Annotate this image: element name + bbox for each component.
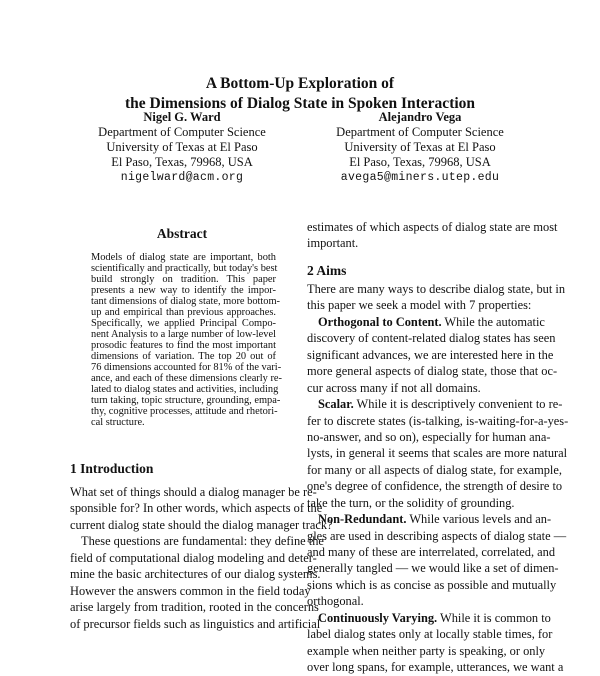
- run-in-heading: Continuously Varying.: [318, 610, 438, 625]
- line-text: There are many ways to describe dialog state, but in: [307, 282, 566, 296]
- line-text: While it is common to: [437, 610, 551, 625]
- line-text: lysts, in general it seems that scales are more natural: [307, 446, 568, 461]
- text-line: [307, 380, 530, 396]
- paper-title-line-1: A Bottom-Up Exploration of: [205, 75, 395, 92]
- line-text: sions which is as concise as possible and mutually: [307, 577, 557, 592]
- text-line: [91, 307, 276, 318]
- text-line: [307, 626, 553, 642]
- text-line: [307, 281, 566, 297]
- line-text: orthogonal.: [307, 594, 364, 609]
- text-line: [70, 550, 317, 566]
- line-text: take the turn, or the solidity of grounding.: [307, 495, 515, 510]
- text-line: [307, 659, 564, 675]
- text-line: [91, 263, 276, 274]
- line-text: Models of dialog state are important, both: [91, 252, 276, 263]
- text-line: [307, 511, 552, 527]
- text-line: [307, 643, 546, 659]
- line-text: one's degree of confidence, the strength of desire to: [307, 479, 563, 494]
- text-line: [91, 296, 281, 307]
- run-in-heading: Non-Redundant.: [318, 512, 407, 527]
- text-line: [307, 235, 530, 251]
- text-line: [307, 528, 567, 544]
- line-text: current dialog state should the dialog manager track?: [70, 517, 333, 532]
- line-text: However the answers common in the field today: [70, 583, 311, 598]
- line-text: While the automatic: [441, 314, 545, 329]
- line-text: field of computational dialog modeling and deter-: [70, 550, 317, 565]
- text-line: [91, 252, 276, 263]
- line-text: arise largely from tradition, rooted in the concerns: [70, 600, 319, 615]
- line-text: cur across many if not all domains.: [307, 380, 481, 395]
- author-dept: Department of Computer Science: [336, 125, 504, 139]
- text-line: [307, 330, 556, 346]
- author-name: Nigel G. Ward: [143, 110, 221, 124]
- text-line: [307, 219, 558, 235]
- aims-body: [307, 281, 569, 676]
- text-line: [70, 484, 317, 500]
- author-univ: University of Texas at El Paso: [344, 140, 496, 154]
- line-text: generally tangled — we would like a set of dimen-: [307, 561, 559, 576]
- line-text: turn taking, topic structure, grounding, empa-: [91, 395, 281, 406]
- line-text: significant advances, we are interested here in the: [307, 347, 554, 362]
- text-line: [307, 363, 558, 379]
- author-city: El Paso, Texas, 79968, USA: [111, 155, 253, 169]
- line-text: gles are used in describing aspects of dialog state —: [307, 528, 567, 543]
- text-line: [91, 384, 279, 395]
- line-text: ance, and each of these dimensions clearly re-: [91, 373, 282, 384]
- line-text: tant dimensions of dialog state, more bottom-: [91, 296, 281, 307]
- author-block: [302, 110, 538, 185]
- line-text: 76 dimensions accounted for 81% of the vari-: [91, 362, 282, 373]
- line-text: What set of things should a dialog manager be re-: [70, 485, 317, 499]
- text-line: [91, 417, 276, 428]
- line-text: of precursor fields such as linguistics and artificial: [70, 616, 321, 631]
- line-text: important.: [307, 236, 359, 251]
- text-line: [307, 396, 563, 412]
- text-line: [70, 517, 333, 533]
- line-text: nent Analysis to a large number of low-level: [91, 329, 276, 340]
- text-line: [307, 297, 530, 313]
- text-line: [70, 616, 321, 632]
- run-in-heading: Orthogonal to Content.: [318, 314, 442, 329]
- abstract-heading: Abstract: [156, 226, 208, 241]
- text-line: [91, 329, 276, 340]
- paper-title-line-2: the Dimensions of Dialog State in Spoken Interaction: [124, 95, 476, 112]
- line-text: presents a new way to identify the impor-: [91, 285, 276, 296]
- author-block: [64, 110, 300, 185]
- text-line: [307, 610, 551, 626]
- text-line: [91, 274, 276, 285]
- author-email: avega5@miners.utep.edu: [340, 171, 500, 184]
- line-text: While various levels and an-: [406, 512, 552, 527]
- text-line: [307, 577, 557, 593]
- text-line: [91, 362, 282, 373]
- line-text: example when neither party is speaking, or only: [307, 643, 546, 658]
- line-text: over long spans, for example, utterances, we want a: [307, 660, 564, 675]
- section-heading-introduction: 1 Introduction: [70, 461, 154, 476]
- author-city: El Paso, Texas, 79968, USA: [349, 155, 491, 169]
- abstract-continuation: [307, 219, 558, 252]
- line-text: thy, cognitive processes, attitude and rhetori-: [91, 406, 278, 417]
- line-text: While it is descriptively convenient to re-: [353, 397, 563, 412]
- line-text: sponsible for? In other words, which aspects of the: [70, 501, 323, 516]
- line-text: discovery of content-related dialog states has seen: [307, 331, 556, 346]
- text-line: [91, 406, 276, 417]
- text-line: [307, 544, 556, 560]
- text-line: [307, 593, 530, 609]
- abstract-body: [91, 252, 282, 428]
- line-text: lated to dialog states and activities, including: [91, 384, 279, 395]
- line-text: fer to discrete states (is-talking, is-waiting-for-a-yes-: [307, 413, 569, 428]
- line-text: These questions are fundamental: they define the: [81, 534, 324, 549]
- line-text: no-answer, and so on), especially for human ana-: [307, 429, 551, 444]
- line-text: up and empirical than previous approaches.: [91, 307, 276, 318]
- text-line: [307, 495, 530, 511]
- line-text: dimensions of variation. The top 20 out of: [91, 351, 276, 362]
- line-text: label dialog states only at locally stable times, for: [307, 627, 553, 642]
- author-name: Alejandro Vega: [378, 110, 462, 124]
- text-line: [70, 533, 324, 549]
- line-text: mine the basic architectures of our dialog systems.: [70, 567, 321, 582]
- text-line: [91, 373, 282, 384]
- line-text: Specifically, we applied Principal Compo-: [91, 318, 276, 329]
- text-line: [307, 314, 545, 330]
- text-line: [307, 445, 568, 461]
- text-line: [307, 462, 562, 478]
- text-line: [70, 583, 311, 599]
- text-line: [307, 429, 551, 445]
- line-text: estimates of which aspects of dialog state are most: [307, 220, 558, 234]
- author-dept: Department of Computer Science: [98, 125, 266, 139]
- line-text: for many or all aspects of dialog state, for example,: [307, 462, 562, 477]
- run-in-heading: Scalar.: [318, 397, 354, 412]
- line-text: more general aspects of dialog state, those that oc-: [307, 364, 558, 379]
- line-text: cal structure.: [91, 417, 145, 428]
- section-heading-aims: 2 Aims: [307, 263, 347, 278]
- text-line: [91, 395, 281, 406]
- introduction-body: [70, 484, 333, 632]
- author-email: nigelward@acm.org: [120, 171, 244, 184]
- text-line: [307, 347, 554, 363]
- line-text: build strongly on tradition. This paper: [91, 274, 276, 285]
- text-line: [91, 340, 276, 351]
- line-text: prosodic features to find the most important: [91, 340, 276, 351]
- text-line: [91, 351, 276, 362]
- text-line: [70, 566, 321, 582]
- line-text: and many of these are interrelated, correlated, and: [307, 545, 556, 559]
- text-line: [307, 478, 563, 494]
- text-line: [91, 285, 276, 296]
- text-line: [307, 560, 559, 576]
- line-text: this paper we seek a model with 7 properties:: [307, 298, 532, 313]
- author-univ: University of Texas at El Paso: [106, 140, 258, 154]
- text-line: [70, 500, 323, 516]
- text-line: [70, 599, 319, 615]
- text-line: [307, 413, 569, 429]
- line-text: scientifically and practically, but today's best: [91, 263, 278, 274]
- text-line: [91, 318, 276, 329]
